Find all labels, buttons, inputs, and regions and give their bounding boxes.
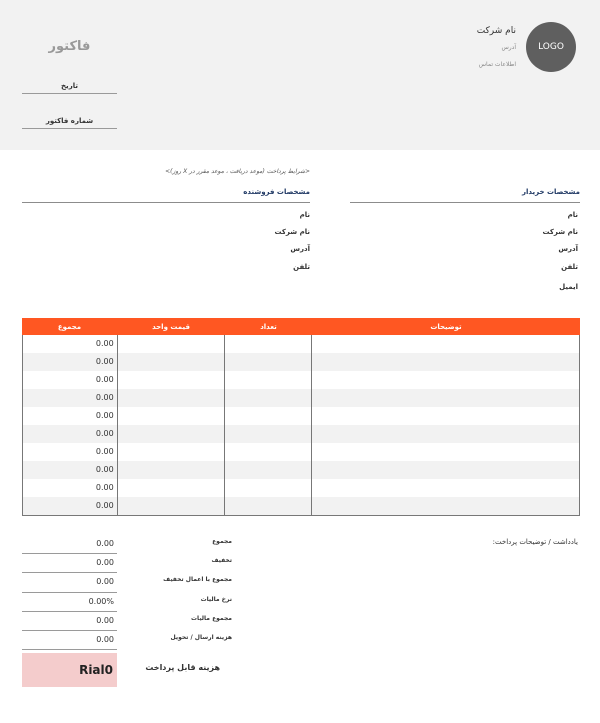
subtotal-label: مجموع (212, 538, 232, 545)
table-row (23, 353, 579, 371)
row-qty-cell[interactable] (225, 335, 312, 353)
row-desc-cell[interactable] (312, 497, 579, 515)
row-qty-cell[interactable] (225, 371, 312, 389)
grand-total-label: هزینه قابل پرداخت (145, 663, 220, 672)
buyer-section-title: مشخصات خریدار (350, 188, 580, 203)
row-price-cell[interactable] (118, 497, 226, 515)
invoice-date-field[interactable]: تاریخ (22, 82, 117, 94)
after-discount-label: مجموع با اعمال تخفیف (163, 576, 232, 584)
row-total-cell[interactable]: 0.00 (23, 443, 118, 461)
row-price-cell[interactable] (118, 425, 226, 443)
row-desc-cell[interactable] (312, 443, 579, 461)
row-desc-cell[interactable] (312, 389, 579, 407)
row-price-cell[interactable] (118, 389, 226, 407)
buyer-company-field[interactable]: نام شرکت (542, 228, 578, 236)
row-desc-cell[interactable] (312, 371, 579, 389)
invoice-header (0, 0, 600, 150)
row-qty-cell[interactable] (225, 497, 312, 515)
row-total-cell[interactable]: 0.00 (23, 335, 118, 353)
table-row (23, 371, 579, 389)
tax-total-label: مجموع مالیات (191, 614, 232, 622)
tax-rate-value[interactable]: 0.00% (22, 593, 117, 612)
row-qty-cell[interactable] (225, 443, 312, 461)
summary-row-discount (22, 554, 232, 573)
company-logo: LOGO (526, 22, 576, 72)
seller-address-field[interactable]: آدرس (290, 245, 310, 253)
summary-row-shipping (22, 631, 232, 650)
row-desc-cell[interactable] (312, 425, 579, 443)
row-qty-cell[interactable] (225, 425, 312, 443)
row-desc-cell[interactable] (312, 461, 579, 479)
grand-total-value: Rial0 (22, 653, 117, 687)
row-desc-cell[interactable] (312, 353, 579, 371)
company-name: نام شرکت (476, 26, 516, 36)
summary-row-tax-rate (22, 593, 232, 612)
buyer-email-field[interactable]: ایمیل (559, 283, 578, 291)
col-header-description: توضیحات (430, 322, 462, 331)
row-price-cell[interactable] (118, 371, 226, 389)
table-row (23, 461, 579, 479)
row-qty-cell[interactable] (225, 353, 312, 371)
summary-row-subtotal (22, 535, 232, 554)
table-row (23, 389, 579, 407)
seller-section-title: مشخصات فروشنده (22, 188, 310, 203)
table-row (23, 443, 579, 461)
seller-phone-field[interactable]: تلفن (293, 263, 310, 271)
seller-company-field[interactable]: نام شرکت (274, 228, 310, 236)
row-total-cell[interactable]: 0.00 (23, 371, 118, 389)
row-total-cell[interactable]: 0.00 (23, 461, 118, 479)
row-total-cell[interactable]: 0.00 (23, 353, 118, 371)
table-row (23, 497, 579, 515)
col-header-quantity: تعداد (260, 322, 277, 331)
table-row (23, 407, 579, 425)
payment-notes-label: یادداشت / توضیحات پرداخت: (492, 538, 578, 546)
company-contact: اطلاعات تماس (478, 61, 516, 68)
seller-name-field[interactable]: نام (299, 211, 310, 219)
row-total-cell[interactable]: 0.00 (23, 407, 118, 425)
row-qty-cell[interactable] (225, 479, 312, 497)
invoice-title: فاکتور (48, 39, 91, 54)
invoice-number-field[interactable]: شماره فاکتور (22, 117, 117, 129)
table-row (23, 425, 579, 443)
row-total-cell[interactable]: 0.00 (23, 389, 118, 407)
tax-rate-label: نرخ مالیات (200, 595, 232, 603)
row-qty-cell[interactable] (225, 407, 312, 425)
payment-terms: <شرایط پرداخت (موعد دریافت ، موعد مقرر در X روز)> (165, 168, 310, 175)
buyer-name-field[interactable]: نام (567, 211, 578, 219)
shipping-value[interactable]: 0.00 (22, 631, 117, 650)
summary-row-after-discount (22, 573, 232, 592)
summary-row-tax-total (22, 612, 232, 631)
buyer-address-field[interactable]: آدرس (558, 245, 578, 253)
after-discount-value[interactable]: 0.00 (22, 573, 117, 592)
buyer-phone-field[interactable]: تلفن (561, 263, 578, 271)
row-price-cell[interactable] (118, 443, 226, 461)
items-table (22, 318, 580, 516)
table-row (23, 335, 579, 353)
discount-value[interactable]: 0.00 (22, 554, 117, 573)
items-table-body (22, 335, 580, 516)
items-table-header (22, 318, 580, 335)
row-total-cell[interactable]: 0.00 (23, 479, 118, 497)
row-price-cell[interactable] (118, 461, 226, 479)
tax-total-value[interactable]: 0.00 (22, 612, 117, 631)
col-header-unit-price: قیمت واحد (152, 322, 190, 331)
shipping-label: هزینه ارسال / تحویل (170, 633, 232, 641)
subtotal-value[interactable]: 0.00 (22, 535, 117, 554)
row-total-cell[interactable]: 0.00 (23, 497, 118, 515)
row-desc-cell[interactable] (312, 407, 579, 425)
row-desc-cell[interactable] (312, 335, 579, 353)
row-price-cell[interactable] (118, 479, 226, 497)
col-header-total: مجموع (57, 322, 82, 331)
row-total-cell[interactable]: 0.00 (23, 425, 118, 443)
company-address: آدرس (501, 44, 516, 51)
row-desc-cell[interactable] (312, 479, 579, 497)
discount-label: تخفیف (211, 557, 232, 565)
table-row (23, 479, 579, 497)
row-qty-cell[interactable] (225, 389, 312, 407)
summary-block (22, 535, 232, 650)
row-price-cell[interactable] (118, 407, 226, 425)
row-qty-cell[interactable] (225, 461, 312, 479)
row-price-cell[interactable] (118, 335, 226, 353)
grand-total (22, 653, 232, 687)
row-price-cell[interactable] (118, 353, 226, 371)
